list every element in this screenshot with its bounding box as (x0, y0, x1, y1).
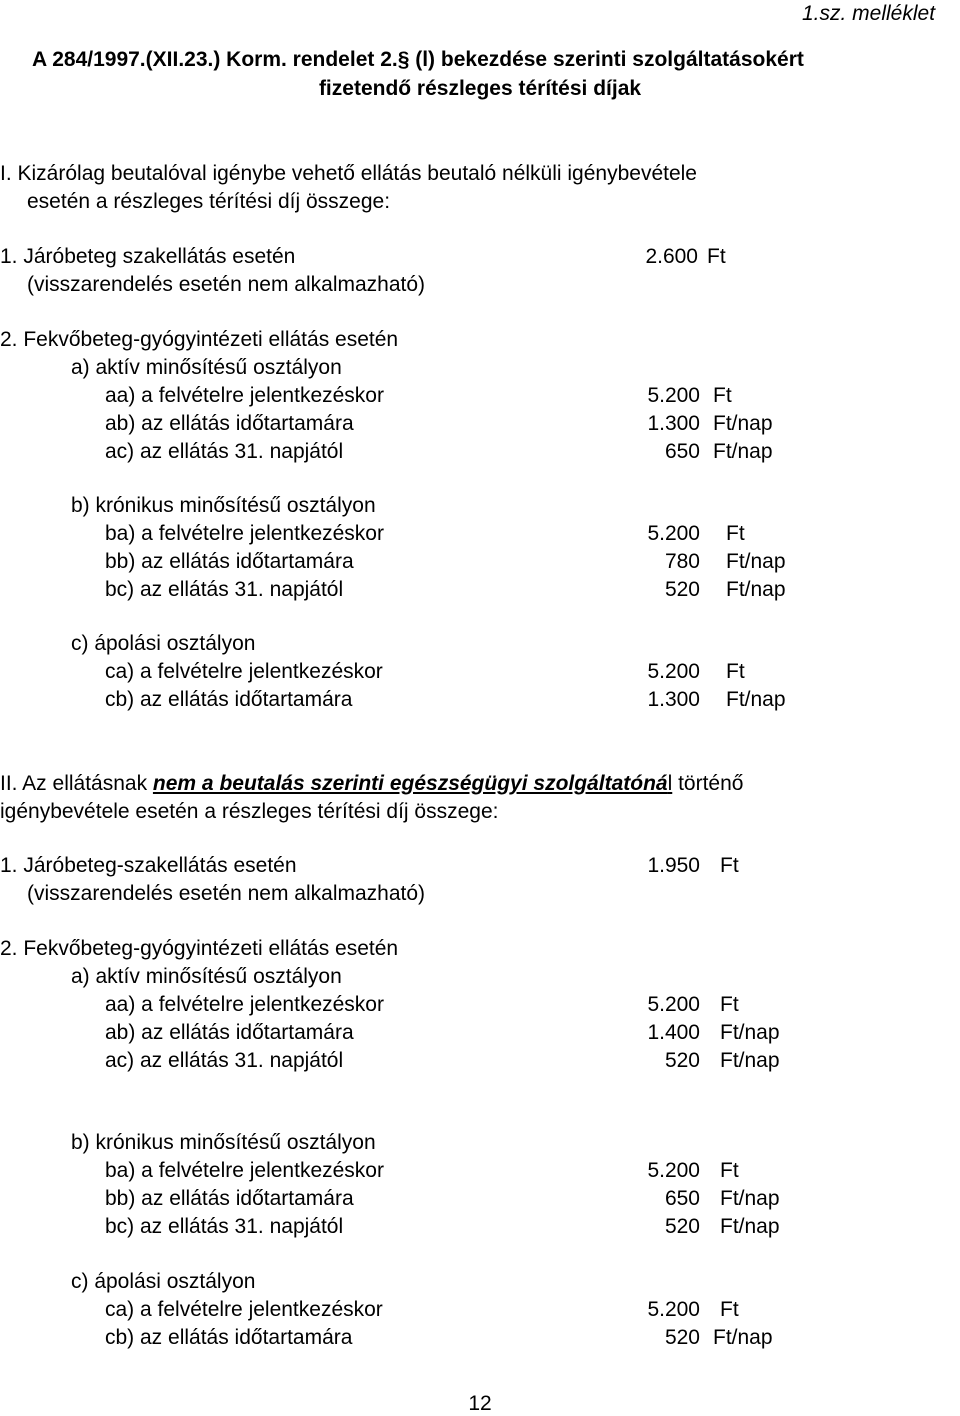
s2-bb-amount: 650 (664, 1187, 700, 1210)
s1-item1-label: 1. Járóbeteg szakellátás esetén (0, 245, 296, 268)
s1-ab-unit: Ft/nap (713, 412, 773, 435)
s2-item2-label: 2. Fekvőbeteg-gyógyintézeti ellátás esetén (0, 937, 399, 960)
s1-bc-label: bc) az ellátás 31. napjától (105, 578, 344, 601)
s1-ac-label: ac) az ellátás 31. napjától (105, 440, 344, 463)
s1-bc-unit: Ft/nap (726, 578, 786, 601)
s2-ca-label: ca) a felvételre jelentkezéskor (105, 1298, 383, 1321)
s1-ba-unit: Ft (726, 522, 745, 545)
s2-ac-label: ac) az ellátás 31. napjától (105, 1049, 344, 1072)
s2-ab-label: ab) az ellátás időtartamára (105, 1021, 354, 1044)
annex-label: 1.sz. melléklet (802, 2, 936, 25)
s2-aa-unit: Ft (720, 993, 739, 1016)
s2-cb-amount: 520 (664, 1326, 700, 1349)
section1-intro-line2: esetén a részleges térítési díj összege: (27, 190, 391, 213)
s1-item1-amount: 2.600 (645, 245, 698, 268)
s2-item1-amount: 1.950 (647, 854, 700, 877)
s2-ac-unit: Ft/nap (720, 1049, 780, 1072)
s2-bb-label: bb) az ellátás időtartamára (105, 1187, 354, 1210)
s1-bb-label: bb) az ellátás időtartamára (105, 550, 354, 573)
s2-aa-label: aa) a felvételre jelentkezéskor (105, 993, 384, 1016)
s2-ca-unit: Ft (720, 1298, 739, 1321)
page-title-line2: fizetendő részleges térítési díjak (318, 77, 642, 100)
s1-ba-amount: 5.200 (647, 522, 700, 545)
section2-intro-suffix: történő (672, 772, 744, 795)
page-title-line1: A 284/1997.(XII.23.) Korm. rendelet 2.§ (l) bekezdése szerinti szolgáltatásokért (32, 48, 804, 71)
s2-ba-unit: Ft (720, 1159, 739, 1182)
s1-ca-label: ca) a felvételre jelentkezéskor (105, 660, 383, 683)
s1-cb-unit: Ft/nap (726, 688, 786, 711)
section1-intro-line1: I. Kizárólag beutalóval igénybe vehető ellátás beutaló nélküli igénybevétele (0, 162, 697, 185)
s1-bb-amount: 780 (664, 550, 700, 573)
s2-ca-amount: 5.200 (647, 1298, 700, 1321)
s1-ca-amount: 5.200 (647, 660, 700, 683)
s2-cb-label: cb) az ellátás időtartamára (105, 1326, 353, 1349)
section2-intro-prefix: II. Az ellátásnak (0, 772, 153, 795)
section2-intro-underline-tail: l (667, 772, 673, 795)
s2-item1-unit: Ft (720, 854, 739, 877)
s2-a-heading: a) aktív minősítésű osztályon (71, 965, 342, 988)
s2-cb-unit: Ft/nap (713, 1326, 773, 1349)
s2-aa-amount: 5.200 (647, 993, 700, 1016)
s2-bb-unit: Ft/nap (720, 1187, 780, 1210)
s2-bc-amount: 520 (664, 1215, 700, 1238)
section2-intro-line1 (0, 772, 743, 796)
s1-ab-amount: 1.300 (647, 412, 700, 435)
s1-cb-label: cb) az ellátás időtartamára (105, 688, 353, 711)
s1-a-heading: a) aktív minősítésű osztályon (71, 356, 342, 379)
s1-item2-label: 2. Fekvőbeteg-gyógyintézeti ellátás esetén (0, 328, 399, 351)
s1-aa-label: aa) a felvételre jelentkezéskor (105, 384, 384, 407)
s1-c-heading: c) ápolási osztályon (71, 632, 256, 655)
s1-ba-label: ba) a felvételre jelentkezéskor (105, 522, 384, 545)
s2-c-heading: c) ápolási osztályon (71, 1270, 256, 1293)
s2-item1-label: 1. Járóbeteg-szakellátás esetén (0, 854, 297, 877)
s1-ca-unit: Ft (726, 660, 745, 683)
s1-bc-amount: 520 (664, 578, 700, 601)
s2-item1-note: (visszarendelés esetén nem alkalmazható) (27, 882, 426, 905)
s1-aa-amount: 5.200 (647, 384, 700, 407)
s1-ac-unit: Ft/nap (713, 440, 773, 463)
s1-ac-amount: 650 (664, 440, 700, 463)
s2-ba-label: ba) a felvételre jelentkezéskor (105, 1159, 384, 1182)
section2-intro-line2: igénybevétele esetén a részleges térítési díj összege: (0, 800, 499, 823)
s1-bb-unit: Ft/nap (726, 550, 786, 573)
s2-b-heading: b) krónikus minősítésű osztályon (71, 1131, 376, 1154)
s2-bc-label: bc) az ellátás 31. napjától (105, 1215, 344, 1238)
page-number: 12 (468, 1392, 492, 1415)
s2-ab-amount: 1.400 (647, 1021, 700, 1044)
s2-ba-amount: 5.200 (647, 1159, 700, 1182)
s1-b-heading: b) krónikus minősítésű osztályon (71, 494, 376, 517)
section2-intro-emphasis: nem a beutalás szerinti egészségügyi szolgáltatóná (152, 772, 668, 795)
s1-ab-label: ab) az ellátás időtartamára (105, 412, 354, 435)
s2-ac-amount: 520 (664, 1049, 700, 1072)
s1-item1-note: (visszarendelés esetén nem alkalmazható) (27, 273, 426, 296)
s1-aa-unit: Ft (713, 384, 732, 407)
s1-cb-amount: 1.300 (647, 688, 700, 711)
s1-item1-unit: Ft (707, 245, 726, 268)
s2-ab-unit: Ft/nap (720, 1021, 780, 1044)
s2-bc-unit: Ft/nap (720, 1215, 780, 1238)
